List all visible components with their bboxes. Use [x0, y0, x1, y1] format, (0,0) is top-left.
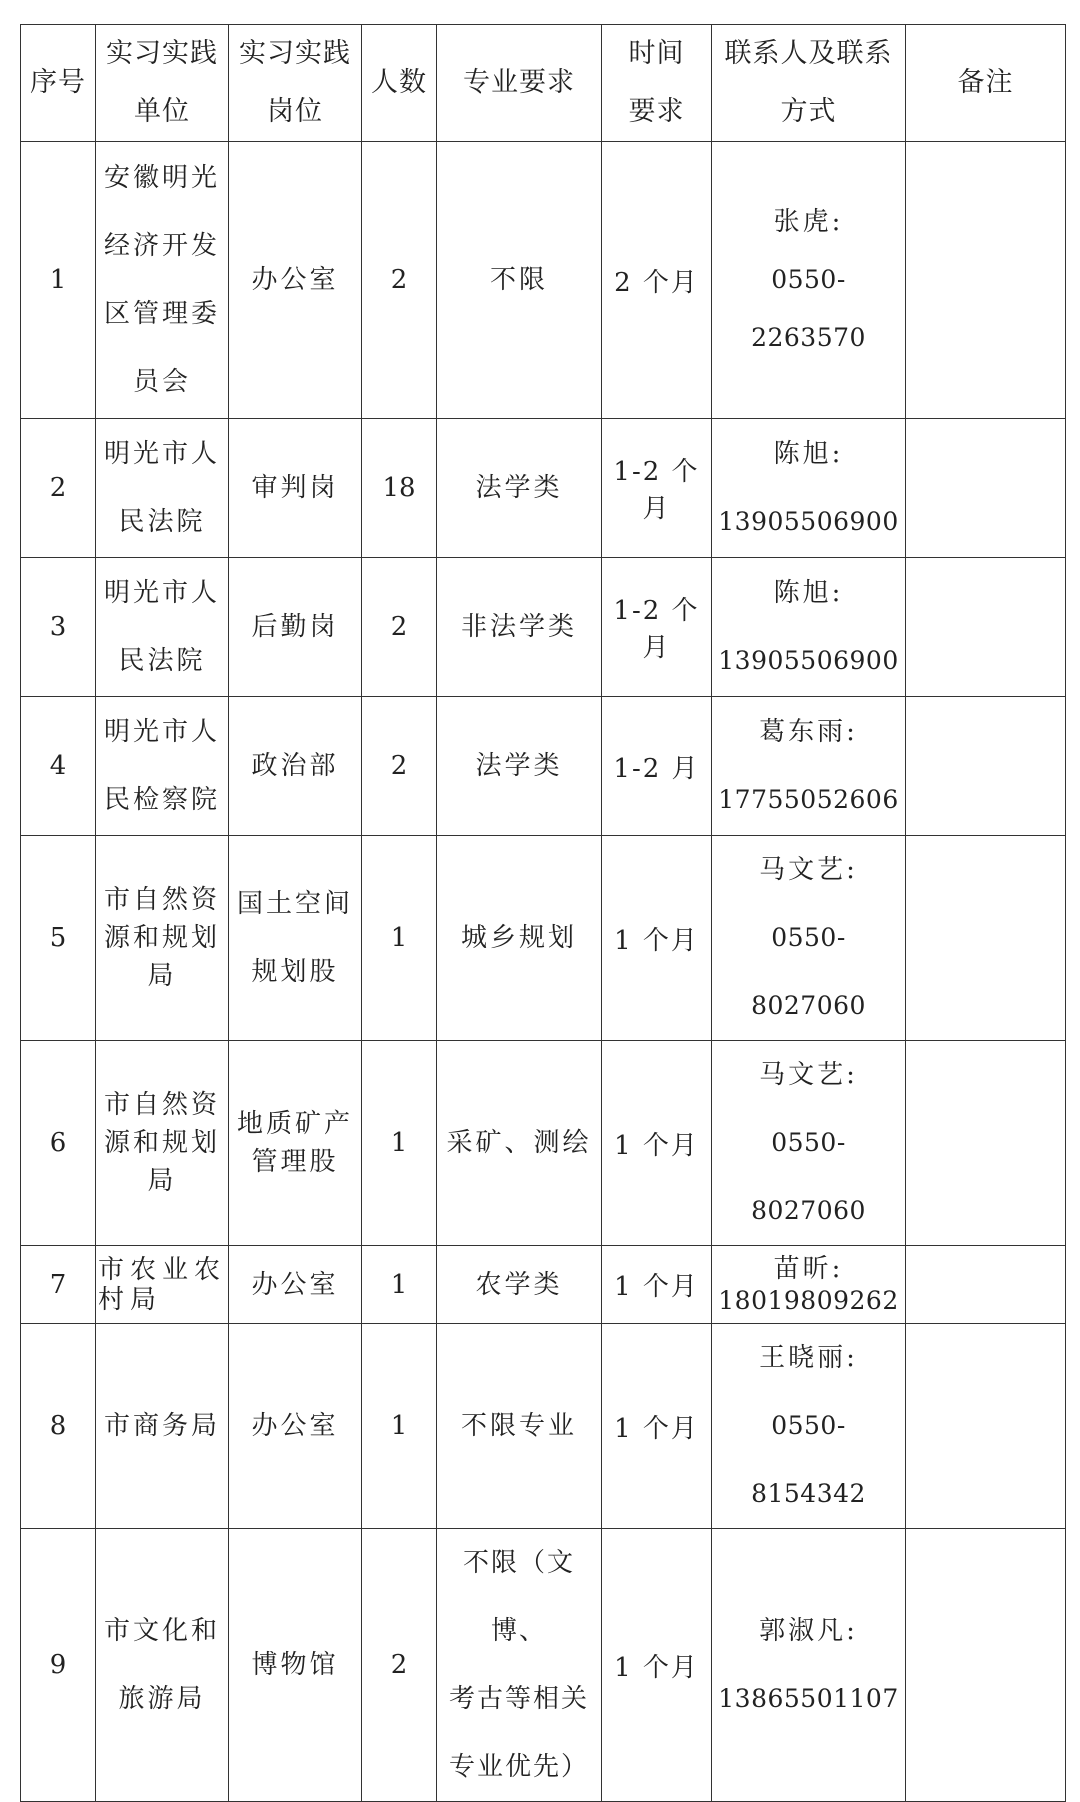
major-line: 法学类 [475, 473, 563, 503]
row-number: 4 [49, 751, 67, 781]
unit-line: 安徽明光 [103, 163, 220, 193]
headcount: 2 [390, 1650, 408, 1680]
header-unit: 实习实践 单位 [96, 25, 229, 142]
cell-contact [712, 1246, 906, 1324]
unit-line: 经济开发 [103, 231, 220, 261]
cell-count [362, 1529, 437, 1802]
duration: 1-2 个月 [613, 596, 700, 663]
cell-post [229, 142, 362, 419]
cell-post [229, 1529, 362, 1802]
duration: 2 个月 [614, 267, 699, 298]
duration: 1-2 月 [613, 753, 700, 784]
cell-no [21, 836, 96, 1041]
headcount: 1 [390, 1128, 408, 1158]
post-line: 政治部 [251, 751, 339, 781]
contact-phone: 0550-8027060 [751, 1128, 866, 1225]
cell-time [602, 419, 712, 558]
cell-unit [96, 1041, 229, 1246]
cell-note [906, 558, 1066, 697]
contact-name: 陈旭: [773, 439, 844, 469]
contact-phone: 13905506900 [718, 507, 899, 536]
header-note: 备注 [906, 25, 1066, 142]
cell-major [437, 558, 602, 697]
cell-major [437, 1529, 602, 1802]
contact-phone: 13905506900 [718, 646, 899, 675]
post-line: 办公室 [251, 1411, 339, 1441]
unit-line: 员会 [132, 367, 191, 397]
cell-contact [712, 142, 906, 419]
cell-time [602, 836, 712, 1041]
contact-phone: 13865501107 [718, 1684, 899, 1713]
duration: 1-2 个月 [613, 457, 700, 524]
major-line: 法学类 [475, 751, 563, 781]
contact-phone: 0550-2263570 [751, 265, 866, 352]
header-count: 人数 [362, 25, 437, 142]
cell-time [602, 558, 712, 697]
unit-line: 民法院 [118, 646, 206, 676]
major-line: 农学类 [475, 1269, 563, 1300]
table-row [21, 836, 1066, 1041]
cell-time [602, 1324, 712, 1529]
row-number: 1 [49, 265, 67, 295]
contact-phone: 17755052606 [718, 785, 899, 814]
contact-name: 张虎: [773, 207, 844, 237]
headcount: 1 [390, 923, 408, 953]
unit-line: 市文化和 [103, 1616, 220, 1646]
post-line: 审判岗 [251, 473, 339, 503]
contact-phone: 0550-8154342 [751, 1411, 866, 1508]
cell-post [229, 558, 362, 697]
row-number: 8 [49, 1411, 67, 1441]
table-row [21, 1324, 1066, 1529]
post-line: 规划股 [251, 957, 339, 987]
headcount: 1 [390, 1411, 408, 1441]
unit-line: 民检察院 [103, 785, 220, 815]
contact-phone: 0550-8027060 [751, 923, 866, 1020]
cell-count [362, 1324, 437, 1529]
unit-line: 市自然资 [103, 1090, 220, 1120]
cell-unit [96, 697, 229, 836]
cell-contact [712, 1529, 906, 1802]
header-row [21, 25, 1066, 142]
cell-major [437, 1324, 602, 1529]
major-line: 不限 [489, 265, 548, 295]
cell-count [362, 142, 437, 419]
duration: 1 个月 [614, 1272, 699, 1302]
cell-count [362, 1041, 437, 1246]
contact-name: 苗昕: [773, 1253, 844, 1284]
major-line: 考古等相关 [448, 1684, 589, 1714]
cell-major [437, 142, 602, 419]
duration: 1 个月 [614, 1652, 699, 1683]
cell-unit [96, 558, 229, 697]
table-row [21, 558, 1066, 697]
cell-post [229, 836, 362, 1041]
major-line: 采矿、测绘 [446, 1128, 592, 1158]
cell-unit [96, 142, 229, 419]
major-line: 专业优先） [448, 1752, 589, 1782]
cell-unit [96, 1529, 229, 1802]
cell-note [906, 697, 1066, 836]
major-line: 不限（文博、 [462, 1548, 575, 1646]
contact-name: 陈旭: [773, 578, 844, 608]
major-line: 城乡规划 [460, 923, 577, 953]
cell-note [906, 142, 1066, 419]
table-row [21, 1041, 1066, 1246]
duration: 1 个月 [614, 925, 699, 956]
cell-post [229, 1246, 362, 1324]
cell-unit [96, 419, 229, 558]
unit-line: 局 [147, 961, 177, 991]
post-line: 博物馆 [251, 1650, 339, 1680]
row-number: 6 [49, 1128, 67, 1158]
cell-major [437, 1041, 602, 1246]
cell-no [21, 419, 96, 558]
row-number: 2 [49, 473, 67, 503]
cell-time [602, 1529, 712, 1802]
cell-no [21, 1529, 96, 1802]
table-row [21, 142, 1066, 419]
header-time: 时间 要求 [602, 25, 712, 142]
cell-unit [96, 1324, 229, 1529]
table-row [21, 1529, 1066, 1802]
unit-line: 局 [147, 1166, 177, 1196]
cell-major [437, 836, 602, 1041]
row-number: 3 [49, 612, 67, 642]
unit-line: 区管理委 [103, 299, 220, 329]
cell-no [21, 1041, 96, 1246]
contact-name: 王晓丽: [759, 1343, 858, 1373]
cell-contact [712, 558, 906, 697]
cell-post [229, 419, 362, 558]
cell-count [362, 697, 437, 836]
cell-time [602, 1246, 712, 1324]
cell-post [229, 1041, 362, 1246]
header-contact: 联系人及联系 方式 [712, 25, 906, 142]
cell-note [906, 419, 1066, 558]
major-line: 非法学类 [460, 612, 577, 642]
cell-contact [712, 697, 906, 836]
cell-no [21, 1246, 96, 1324]
contact-phone: 18019809262 [718, 1285, 899, 1315]
unit-line: 明光市人 [103, 439, 220, 469]
row-number: 5 [49, 923, 67, 953]
cell-note [906, 1246, 1066, 1324]
cell-contact [712, 419, 906, 558]
unit-line: 明光市人 [103, 578, 220, 608]
cell-note [906, 1041, 1066, 1246]
cell-contact [712, 1324, 906, 1529]
headcount: 2 [390, 612, 408, 642]
cell-no [21, 558, 96, 697]
cell-post [229, 697, 362, 836]
unit-line: 旅游局 [118, 1684, 206, 1714]
cell-count [362, 836, 437, 1041]
internship-table [20, 24, 1066, 1802]
header-no: 序号 [21, 25, 96, 142]
table-row [21, 1246, 1066, 1324]
cell-post [229, 1324, 362, 1529]
post-line: 管理股 [251, 1147, 339, 1177]
unit-line: 市商务局 [103, 1411, 220, 1441]
duration: 1 个月 [614, 1413, 699, 1444]
cell-major [437, 419, 602, 558]
post-line: 地质矿产 [236, 1109, 353, 1139]
contact-name: 马文艺: [759, 855, 858, 885]
cell-no [21, 1324, 96, 1529]
unit-line: 源和规划 [103, 1128, 220, 1158]
headcount: 18 [382, 473, 416, 503]
major-line: 不限专业 [460, 1411, 577, 1441]
contact-name: 郭淑凡: [759, 1616, 858, 1646]
unit-line: 村局 [98, 1284, 163, 1315]
cell-contact [712, 1041, 906, 1246]
headcount: 1 [390, 1269, 408, 1300]
cell-time [602, 142, 712, 419]
cell-no [21, 697, 96, 836]
cell-time [602, 1041, 712, 1246]
row-number: 9 [49, 1650, 67, 1680]
unit-line: 市农业农 [98, 1254, 227, 1285]
cell-unit [96, 836, 229, 1041]
unit-line: 民法院 [118, 507, 206, 537]
cell-time [602, 697, 712, 836]
row-number: 7 [49, 1269, 67, 1300]
table-row [21, 419, 1066, 558]
header-major: 专业要求 [437, 25, 602, 142]
cell-note [906, 836, 1066, 1041]
cell-no [21, 142, 96, 419]
cell-note [906, 1529, 1066, 1802]
table-row [21, 697, 1066, 836]
post-line: 后勤岗 [251, 612, 339, 642]
cell-count [362, 558, 437, 697]
contact-name: 葛东雨: [759, 717, 858, 747]
unit-line: 源和规划 [103, 923, 220, 953]
cell-note [906, 1324, 1066, 1529]
cell-major [437, 697, 602, 836]
post-line: 国土空间 [236, 889, 353, 919]
duration: 1 个月 [614, 1130, 699, 1161]
unit-line: 明光市人 [103, 717, 220, 747]
unit-line: 市自然资 [103, 885, 220, 915]
cell-major [437, 1246, 602, 1324]
header-post: 实习实践 岗位 [229, 25, 362, 142]
contact-name: 马文艺: [759, 1060, 858, 1090]
post-line: 办公室 [251, 1269, 339, 1300]
headcount: 2 [390, 265, 408, 295]
cell-contact [712, 836, 906, 1041]
cell-count [362, 1246, 437, 1324]
post-line: 办公室 [251, 265, 339, 295]
cell-count [362, 419, 437, 558]
headcount: 2 [390, 751, 408, 781]
cell-unit [96, 1246, 229, 1324]
